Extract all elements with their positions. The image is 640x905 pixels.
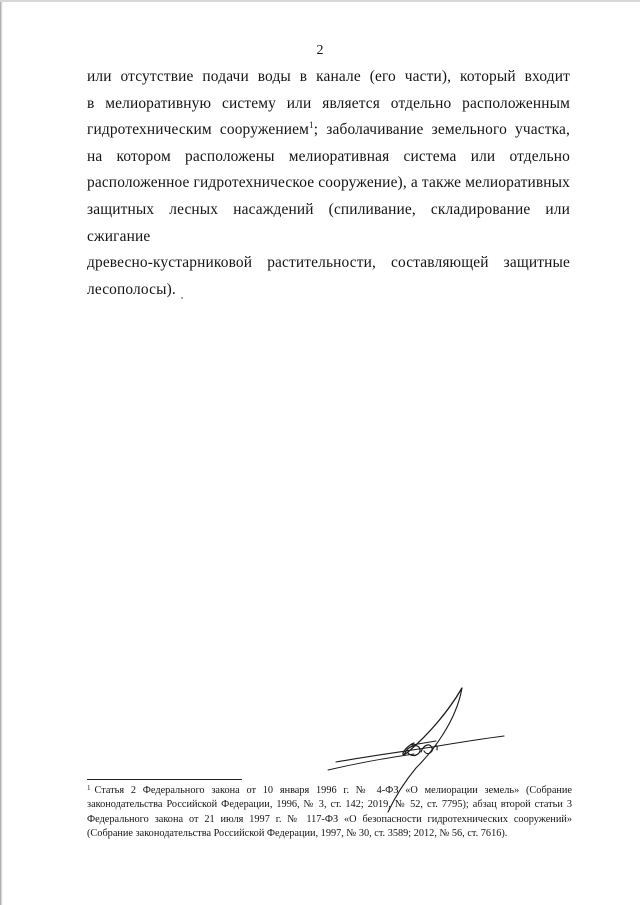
body-line-part: гидротехническим сооружением <box>87 121 310 139</box>
body-paragraph <box>87 64 570 303</box>
footnote-separator <box>87 779 242 780</box>
footnote-reference[interactable]: 1 <box>309 120 314 131</box>
page-number: 2 <box>316 43 324 58</box>
body-line-part: ; заболачивание земельного участка, <box>313 121 571 139</box>
footnote-line: (Собрание законодательства Российской Федерации, 1997, № 30, ст. 3589; 2012, № 56, ст. 7616). <box>87 828 508 840</box>
footnote-mark: 1 <box>87 784 91 792</box>
body-line: лесополосы). <box>87 280 176 298</box>
body-line: защитных лесных насаждений (спиливание, складирование или сжигание <box>87 200 570 245</box>
body-line-with-footnote-ref <box>87 117 570 144</box>
body-line: на котором расположены мелиоративная система или отдельно <box>87 147 570 165</box>
body-line: в мелиоративную систему или является отдельно расположенным <box>87 94 570 112</box>
body-line: расположенное гидротехническое сооружение), а также мелиоративных <box>87 174 570 192</box>
body-line: или отсутствие подачи воды в канале (его части), который входит <box>87 68 570 85</box>
footnote-line <box>87 784 572 798</box>
body-line: древесно-кустарниковой растительности, составляющей защитные <box>87 254 570 272</box>
scan-speck <box>181 297 183 299</box>
footnote-line: законодательства Российской Федерации, 1996, № 3, ст. 142; 2019, № 52, ст. 7795); абзац второй статьи 3 <box>87 799 572 811</box>
page-left-edge <box>0 0 3 905</box>
footnote-text: Статья 2 Федерального закона от 10 января 1996 г. № 4-ФЗ «О мелиорации земель» (Собрание <box>94 785 572 796</box>
footnote-block <box>87 784 572 842</box>
footnote-line: Федерального закона от 21 июля 1997 г. № 117-ФЗ «О безопасности гидротехнических сооружений» <box>87 813 572 825</box>
page-top-edge <box>0 0 640 2</box>
